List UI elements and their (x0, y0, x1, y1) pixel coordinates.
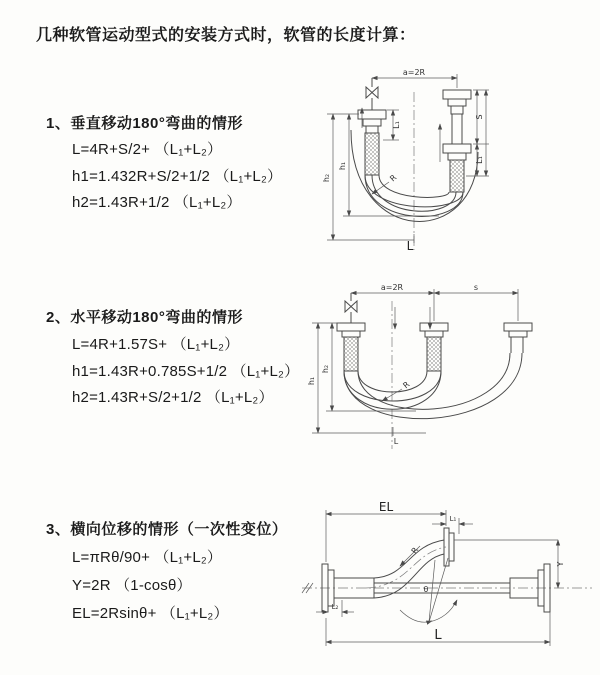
formula-line: L=4R+1.57S+ （L₁+L₂） (72, 336, 240, 353)
radius-callout (400, 545, 420, 566)
right-pipe (440, 90, 471, 192)
dim-label-r: R (388, 172, 399, 184)
section-1-heading: 1、垂直移动180°弯曲的情形 (46, 115, 243, 132)
dim-label-h2: h₂ (322, 173, 331, 183)
dim-label-y: Y (556, 561, 565, 567)
formula-line: h2=1.43R+1/2 （L₁+L₂） (72, 194, 242, 211)
right-flange (510, 564, 550, 612)
left-pipe (358, 108, 386, 175)
formula-line: h2=1.43R+S/2+1/2 （L₁+L₂） (72, 389, 274, 406)
dim-label-l2: L₂ (331, 603, 339, 611)
dim-label-a2r: a=2R (402, 68, 426, 77)
formula-line: h1=1.43R+0.785S+1/2 （L₁+L₂） (72, 363, 300, 380)
dim-label-l: L (393, 437, 399, 446)
dim-label-a2r: a=2R (380, 283, 404, 292)
formula-line: Y=2R （1-cosθ） (72, 577, 192, 594)
formula-line: h1=1.432R+S/2+1/2 （L₁+L₂） (72, 168, 283, 185)
dim-label-h1: h₁ (307, 376, 316, 386)
dim-label-l1-right: L₁ (475, 156, 484, 164)
dim-label-r: R (401, 379, 412, 391)
diagram-vertical-180-bend (315, 66, 585, 256)
formula-line: L=4R+S/2+ （L₁+L₂） (72, 141, 223, 158)
dim-label-h1: h₁ (338, 161, 347, 171)
theta-angle (400, 558, 457, 622)
formula-line: EL=2Rsinθ+ （L₁+L₂） (72, 605, 229, 622)
dimension-l1 (432, 515, 473, 534)
valve-icon (345, 293, 357, 323)
section-3-heading: 3、横向位移的情形（一次性变位） (46, 521, 288, 538)
middle-pipe (420, 323, 448, 371)
centerline (302, 583, 592, 593)
dimension-h1-h2 (307, 323, 426, 433)
dimension-l (326, 612, 550, 646)
radius-callout (372, 173, 399, 194)
dim-label-l1-left: L₁ (392, 121, 401, 129)
diagram-horizontal-180-bend (306, 281, 590, 456)
dim-label-l1: L₁ (449, 515, 457, 523)
formula-line: L=πRθ/90+ （L₁+L₂） (72, 549, 223, 566)
valve-icon (366, 78, 378, 110)
dim-label-h2: h₂ (321, 364, 330, 374)
dim-label-theta: θ (423, 585, 429, 594)
section-2-heading: 2、水平移动180°弯曲的情形 (46, 309, 243, 326)
right-pipe (504, 323, 532, 353)
dim-label-s: S (475, 114, 484, 120)
dim-label-r: R (409, 545, 421, 556)
dimension-span (351, 283, 518, 321)
dim-label-l: L (434, 628, 442, 643)
dim-label-el: EL (378, 500, 394, 514)
left-pipe (337, 323, 365, 371)
dimension-el (326, 500, 446, 562)
dimension-span (372, 68, 457, 88)
diagram-lateral-displacement (296, 500, 600, 660)
dim-label-l: L (406, 239, 414, 253)
dim-label-shift: s (473, 283, 479, 292)
page-title: 几种软管运动型式的安装方式时，软管的长度计算： (36, 27, 416, 44)
movement-arrows (395, 307, 430, 329)
